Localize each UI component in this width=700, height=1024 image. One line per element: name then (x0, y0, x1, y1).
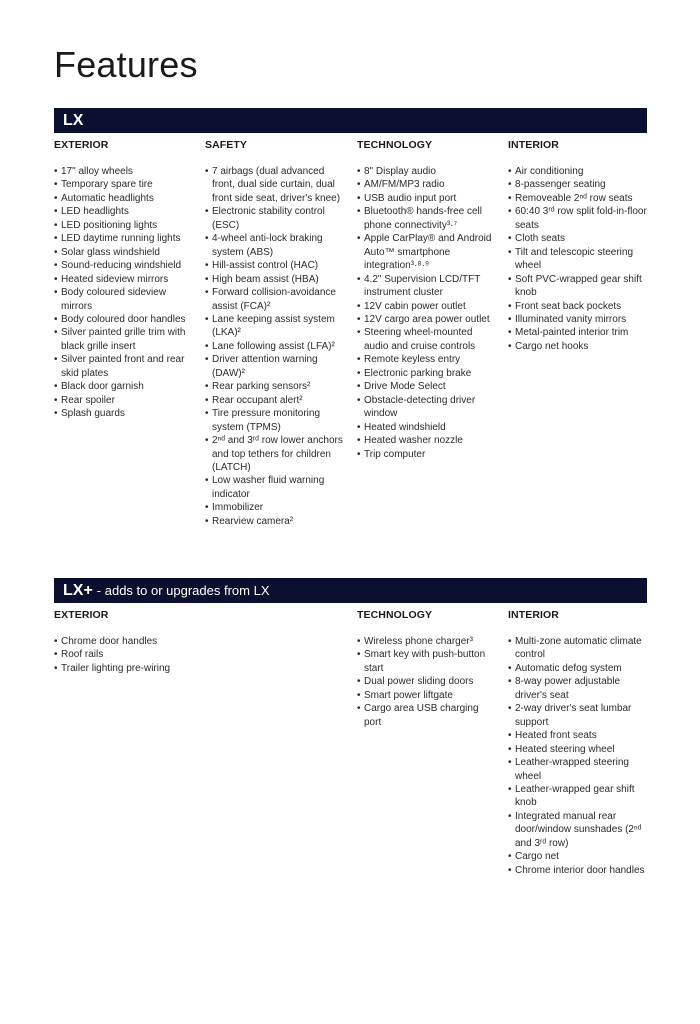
trim-header-lx-plus (54, 578, 647, 603)
column-heading: TECHNOLOGY (357, 139, 433, 151)
feature-item: • Bluetooth® hands-free cell phone connectivity³·⁷ (357, 205, 497, 232)
feature-item: • Cargo net hooks (508, 340, 648, 353)
feature-item: • USB audio input port (357, 192, 497, 205)
column-interior (508, 139, 648, 353)
feature-item: • Black door garnish (54, 380, 194, 393)
feature-item: • 8-passenger seating (508, 178, 648, 191)
column-exterior (54, 609, 194, 675)
column-heading: SAFETY (205, 139, 248, 151)
feature-item: • 2-way driver's seat lumbar support (508, 702, 648, 729)
feature-item: • Lane keeping assist system (LKA)² (205, 313, 345, 340)
feature-list (508, 165, 648, 353)
trim-name: LX+ (63, 581, 93, 599)
feature-item: • Smart key with push-button start (357, 648, 497, 675)
feature-item: • Splash guards (54, 407, 194, 420)
trim-header-lx (54, 108, 647, 133)
feature-item: • 12V cabin power outlet (357, 300, 497, 313)
feature-list (54, 165, 194, 421)
trim-subtitle: - adds to or upgrades from LX (96, 583, 270, 598)
feature-item: • Integrated manual rear door/window sunshades (2ⁿᵈ and 3ʳᵈ row) (508, 810, 648, 850)
column-heading: EXTERIOR (54, 139, 109, 151)
feature-item: • Heated steering wheel (508, 743, 648, 756)
feature-item: • 8" Display audio (357, 165, 497, 178)
feature-item: • Chrome door handles (54, 635, 194, 648)
feature-item: • Silver painted grille trim with black grille insert (54, 326, 194, 353)
page-title: Features (54, 44, 198, 85)
feature-item: • 2ⁿᵈ and 3ʳᵈ row lower anchors and top tethers for children (LATCH) (205, 434, 345, 474)
feature-item: • Temporary spare tire (54, 178, 194, 191)
feature-item: • Heated sideview mirrors (54, 273, 194, 286)
feature-item: • 12V cargo area power outlet (357, 313, 497, 326)
feature-item: • Sound-reducing windshield (54, 259, 194, 272)
column-safety (205, 139, 345, 528)
feature-item: • Hill-assist control (HAC) (205, 259, 345, 272)
feature-item: • Dual power sliding doors (357, 675, 497, 688)
feature-item: • 17" alloy wheels (54, 165, 194, 178)
feature-item: • Metal-painted interior trim (508, 326, 648, 339)
feature-item: • 7 airbags (dual advanced front, dual side curtain, dual front side seat, driver's knee) (205, 165, 345, 205)
feature-item: • Leather-wrapped gear shift knob (508, 783, 648, 810)
feature-item: • High beam assist (HBA) (205, 273, 345, 286)
feature-item: • Smart power liftgate (357, 689, 497, 702)
feature-item: • Lane following assist (LFA)² (205, 340, 345, 353)
feature-item: • Silver painted front and rear skid plates (54, 353, 194, 380)
column-heading: TECHNOLOGY (357, 609, 433, 621)
feature-item: • Rear parking sensors² (205, 380, 345, 393)
feature-list (508, 635, 648, 877)
feature-list (357, 165, 497, 461)
feature-item: • LED positioning lights (54, 219, 194, 232)
feature-item: • Trip computer (357, 448, 497, 461)
feature-item: • Apple CarPlay® and Android Auto™ smartphone integration³·⁸·⁹ (357, 232, 497, 272)
feature-item: • Rear occupant alert² (205, 394, 345, 407)
feature-item: • Rear spoiler (54, 394, 194, 407)
feature-item: • Body coloured door handles (54, 313, 194, 326)
feature-item: • Roof rails (54, 648, 194, 661)
feature-item: • Air conditioning (508, 165, 648, 178)
feature-item: • Heated washer nozzle (357, 434, 497, 447)
column-heading: INTERIOR (508, 139, 559, 151)
feature-item: • Cargo area USB charging port (357, 702, 497, 729)
feature-list (54, 635, 194, 675)
column-heading: EXTERIOR (54, 609, 109, 621)
feature-item: • 4-wheel anti-lock braking system (ABS) (205, 232, 345, 259)
feature-item: • Chrome interior door handles (508, 864, 648, 877)
feature-item: • Automatic headlights (54, 192, 194, 205)
feature-item: • LED headlights (54, 205, 194, 218)
feature-item: • Trailer lighting pre-wiring (54, 662, 194, 675)
feature-item: • Leather-wrapped steering wheel (508, 756, 648, 783)
column-heading: INTERIOR (508, 609, 559, 621)
feature-item: • Illuminated vanity mirrors (508, 313, 648, 326)
column-technology (357, 139, 497, 461)
feature-item: • Automatic defog system (508, 662, 648, 675)
feature-item: • Low washer fluid warning indicator (205, 474, 345, 501)
feature-item: • Cloth seats (508, 232, 648, 245)
feature-item: • Front seat back pockets (508, 300, 648, 313)
feature-item: • Remote keyless entry (357, 353, 497, 366)
column-exterior (54, 139, 194, 421)
feature-item: • AM/FM/MP3 radio (357, 178, 497, 191)
feature-item: • Electronic parking brake (357, 367, 497, 380)
feature-item: • Multi-zone automatic climate control (508, 635, 648, 662)
feature-item: • Drive Mode Select (357, 380, 497, 393)
feature-item: • Removeable 2ⁿᵈ row seats (508, 192, 648, 205)
column-technology (357, 609, 497, 729)
feature-item: • Tilt and telescopic steering wheel (508, 246, 648, 273)
feature-item: • LED daytime running lights (54, 232, 194, 245)
feature-item: • Wireless phone charger³ (357, 635, 497, 648)
feature-item: • Obstacle-detecting driver window (357, 394, 497, 421)
feature-list (205, 165, 345, 528)
feature-list (357, 635, 497, 729)
feature-item: • Forward collision-avoidance assist (FCA)² (205, 286, 345, 313)
feature-item: • Steering wheel-mounted audio and cruise controls (357, 326, 497, 353)
feature-item: • Driver attention warning (DAW)² (205, 353, 345, 380)
feature-item: • Body coloured sideview mirrors (54, 286, 194, 313)
feature-item: • Electronic stability control (ESC) (205, 205, 345, 232)
column-interior (508, 609, 648, 877)
feature-item: • Solar glass windshield (54, 246, 194, 259)
feature-item: • Heated front seats (508, 729, 648, 742)
feature-item: • Soft PVC-wrapped gear shift knob (508, 273, 648, 300)
feature-item: • 60:40 3ʳᵈ row split fold-in-floor seats (508, 205, 648, 232)
feature-item: • Immobilizer (205, 501, 345, 514)
feature-item: • Rearview camera² (205, 515, 345, 528)
feature-item: • 8-way power adjustable driver's seat (508, 675, 648, 702)
trim-name: LX (63, 111, 84, 129)
column-empty (205, 609, 345, 623)
feature-item: • 4.2" Supervision LCD/TFT instrument cluster (357, 273, 497, 300)
feature-item: • Cargo net (508, 850, 648, 863)
feature-item: • Heated windshield (357, 421, 497, 434)
feature-item: • Tire pressure monitoring system (TPMS) (205, 407, 345, 434)
